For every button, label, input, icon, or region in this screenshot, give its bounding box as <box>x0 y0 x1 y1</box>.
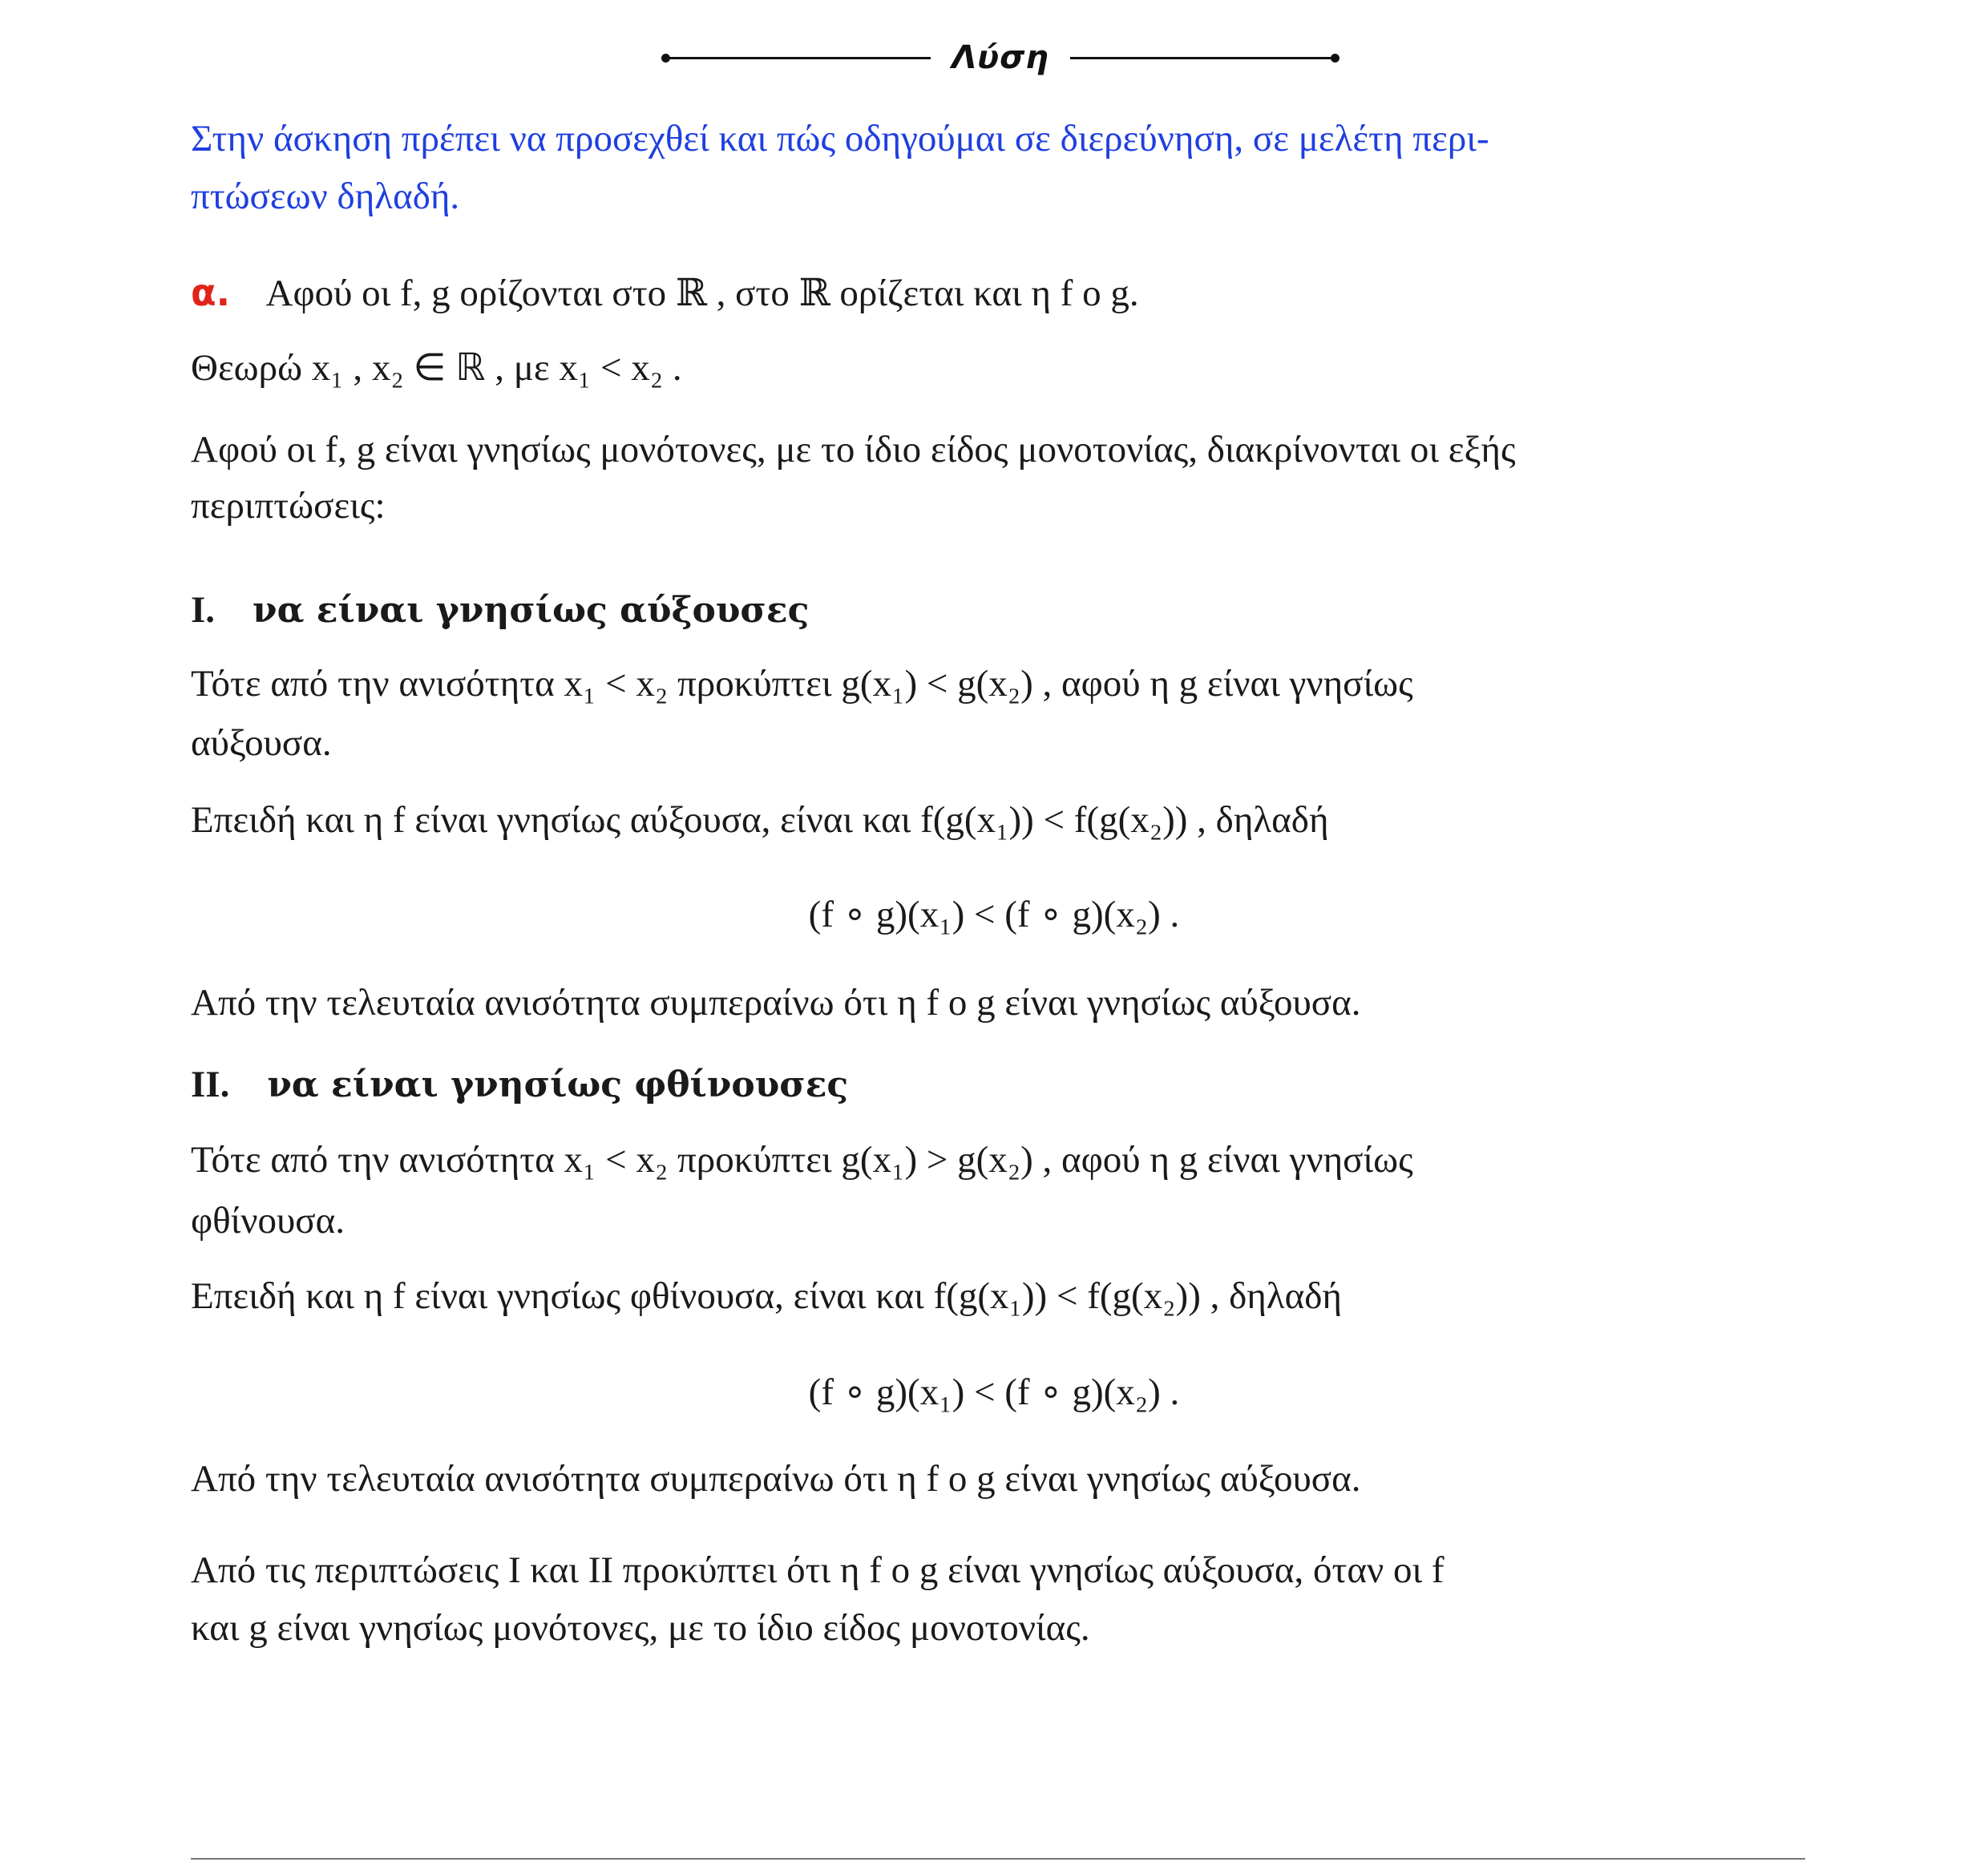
part-a-line-1 <box>191 271 1139 314</box>
case-1-line-3-math: f(g(x₁)) < f(g(x₂)) <box>920 799 1188 841</box>
part-a-line-2 <box>191 349 682 387</box>
case-2-heading <box>191 1066 848 1104</box>
case-1-equation: (f ∘ g)(x₁) < (f ∘ g)(x₂) . <box>808 894 1180 935</box>
case-2-line-1: Τότε από την ανισότητα x₁ < x₂ προκύπτει g(x₁) > g(x₂) , αφού η g είναι γνησίως <box>191 1139 1413 1181</box>
case-1-line-2: αύξουσα. <box>191 722 332 764</box>
case-1-line-3 <box>191 799 1329 841</box>
case-1-title: να είναι γνησίως αύξουσες <box>253 590 810 631</box>
case-1-line-1: Τότε από την ανισότητα x₁ < x₂ προκύπτει g(x₁) < g(x₂) , αφού η g είναι γνησίως <box>191 663 1413 705</box>
case-2-line-3-math: f(g(x₁)) < f(g(x₂)) <box>933 1275 1201 1317</box>
case-1-line-3-end: , δηλαδή <box>1197 799 1329 841</box>
final-line-1: Από τις περιπτώσεις I και II προκύπτει ότι η f ο g είναι γνησίως αύξουσα, όταν οι f <box>191 1549 1445 1591</box>
part-a-label: α. <box>191 271 231 314</box>
intro-line-1: Στην άσκηση πρέπει να προσεχθεί και πώς οδηγούμαι σε διερεύνηση, σε μελέτη περι- <box>191 118 1489 160</box>
part-a-line-3: Αφού οι f, g είναι γνησίως μονότονες, με το ίδιο είδος μονοτονίας, διακρίνονται οι εξής <box>191 429 1516 471</box>
case-2-title: να είναι γνησίως φθίνουσες <box>267 1064 849 1105</box>
solution-header <box>665 34 1335 82</box>
part-a-line-4: περιπτώσεις: <box>191 485 386 527</box>
part-a-line-2-prefix: Θεωρώ <box>191 347 312 389</box>
solution-title: Λύση <box>952 39 1049 76</box>
case-1-line-3-text: Επειδή και η f είναι γνησίως αύξουσα, είναι και <box>191 799 921 841</box>
case-1-numeral: I. <box>191 589 216 631</box>
intro-line-2: πτώσεων δηλαδή. <box>191 176 460 217</box>
case-2-line-2: φθίνουσα. <box>191 1200 345 1242</box>
case-2-line-3-end: , δηλαδή <box>1210 1275 1342 1317</box>
part-a-line-2-math: x₁ , x₂ ∈ ℝ , με x₁ < x₂ . <box>311 347 682 389</box>
case-1-conclusion: Από την τελευταία ανισότητα συμπεραίνω ότι η f ο g είναι γνησίως αύξουσα. <box>191 982 1361 1024</box>
final-line-2: και g είναι γνησίως μονότονες, με το ίδιο είδος μονοτονίας. <box>191 1607 1090 1649</box>
case-2-line-3-text: Επειδή και η f είναι γνησίως φθίνουσα, είναι και <box>191 1275 934 1317</box>
case-2-equation: (f ∘ g)(x₁) < (f ∘ g)(x₂) . <box>808 1371 1180 1413</box>
case-1-heading <box>191 589 810 631</box>
header-rule-right <box>1070 57 1335 59</box>
case-2-line-3 <box>191 1275 1342 1317</box>
bottom-rule <box>191 1858 1805 1860</box>
header-rule-left <box>666 57 931 59</box>
case-2-numeral: II. <box>191 1064 230 1105</box>
case-2-conclusion: Από την τελευταία ανισότητα συμπεραίνω ότι η f ο g είναι γνησίως αύξουσα. <box>191 1458 1361 1500</box>
part-a-text-1: Αφού οι f, g ορίζονται στο ℝ , στο ℝ ορίζεται και η f ο g. <box>265 273 1139 314</box>
